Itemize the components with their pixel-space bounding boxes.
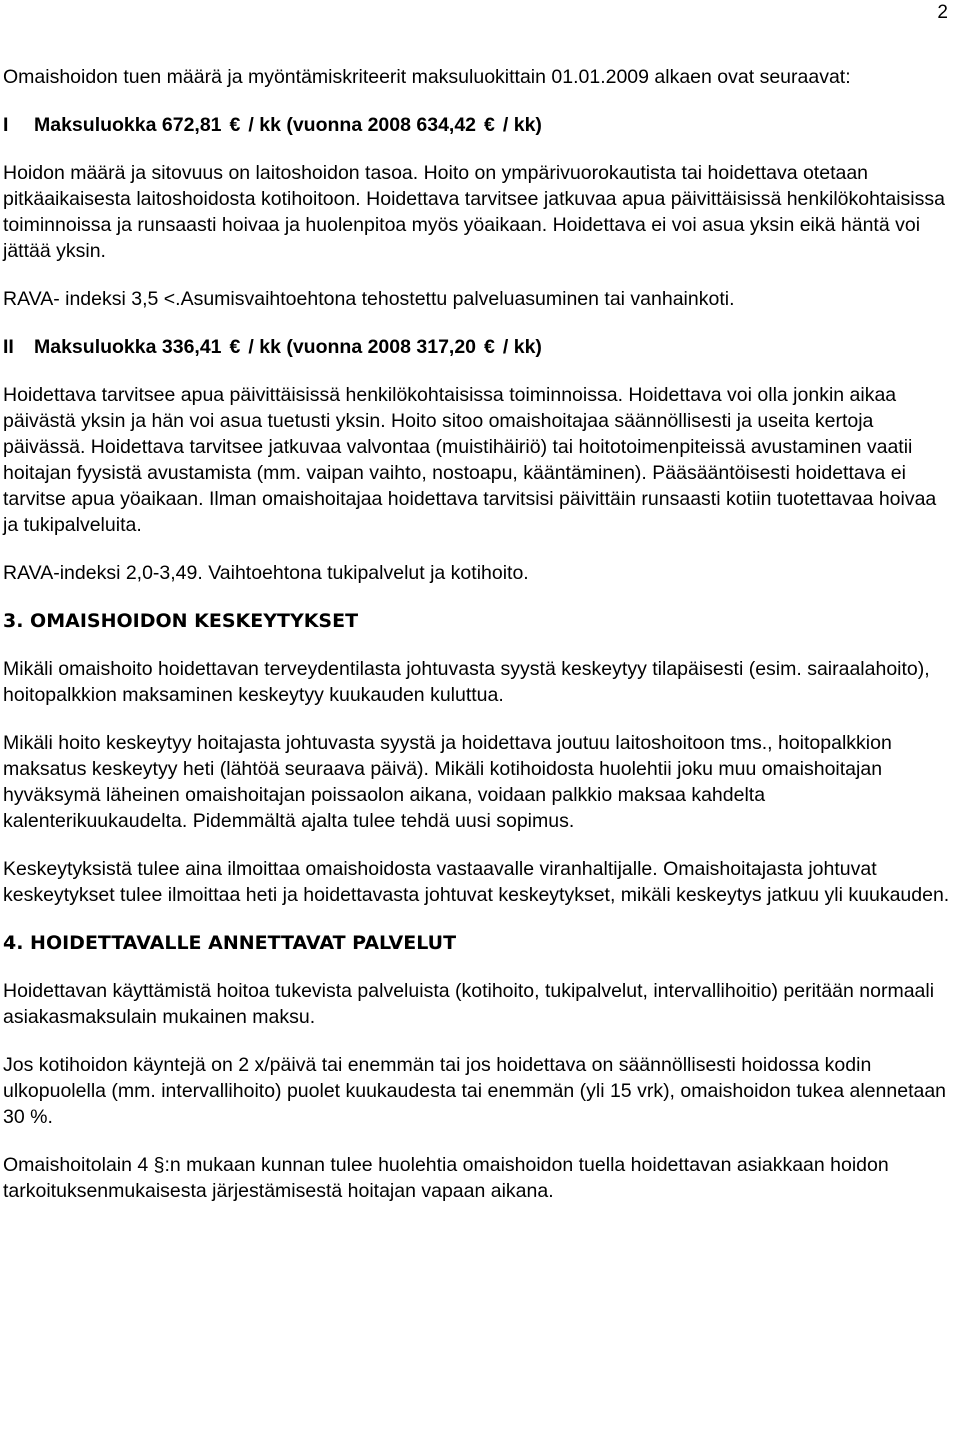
class-2-mid: / kk (vuonna 2008 317,20 (248, 336, 477, 358)
intro-paragraph: Omaishoidon tuen määrä ja myöntämiskriteerit maksuluokittain 01.01.2009 alkaen ovat seuraavat: (3, 66, 851, 88)
euro-icon: € (229, 336, 241, 358)
class-1-label: Maksuluokka 672,81 (34, 114, 222, 136)
class-2-description: Hoidettava tarvitsee apua päivittäisissä henkilökohtaisissa toiminnoissa. Hoidettava voi olla jonkin aikaa päivästä yksin ja hän voi asua tuetusti yksin. Hoito sitoo omaishoitajaa säännöllisesti ja useita kertoja päivässä. Hoidettava tarvitsee jatkuvaa valvontaa (muistihäiriö) tai hoitotoimenpiteissä avustaminen vaatii hoitajan fyysistä avustamista (mm. vaipan vaihto, nostoapu, kääntäminen). Pääsääntöisesti hoidettava ei tarvitse apua yöaikaan. Ilman omaishoitajaa hoidettava tarvitsisi päivittäin runsaasti kotiin tuotettavaa hoivaa ja tukipalveluita. (3, 384, 937, 536)
class-1-mid: / kk (vuonna 2008 634,42 (248, 114, 477, 136)
class-2-rava: RAVA-indeksi 2,0-3,49. Vaihtoehtona tukipalvelut ja kotihoito. (3, 562, 529, 584)
euro-icon: € (484, 114, 495, 136)
section-3-heading: 3. OMAISHOIDON KESKEYTYKSET (3, 610, 359, 632)
class-2-roman: II (3, 336, 14, 358)
section-4-paragraph: Jos kotihoidon käyntejä on 2 x/päivä tai enemmän tai jos hoidettava on säännöllisesti hoidossa kodin ulkopuolella (mm. intervallihoito) puolet kuukaudesta tai enemmän (yli 15 vrk), omaishoidon tukea alennetaan 30 %. (3, 1054, 947, 1128)
euro-icon: € (229, 114, 241, 136)
section-4-heading: 4. HOIDETTAVALLE ANNETTAVAT PALVELUT (3, 932, 457, 954)
section-3-paragraph: Mikäli omaishoito hoidettavan terveydentilasta johtuvasta syystä keskeytyy tilapäisesti (esim. sairaalahoito), hoitopalkkion maksaminen keskeytyy kuukauden kuluttua. (3, 658, 930, 706)
section-4-paragraph: Omaishoitolain 4 §:n mukaan kunnan tulee huolehtia omaishoidon tuella hoidettavan asiakkaan hoidon tarkoituksenmukaisesta järjestämisestä hoitajan vapaan aikana. (3, 1154, 889, 1202)
section-4-paragraph: Hoidettavan käyttämistä hoitoa tukevista palveluista (kotihoito, tukipalvelut, intervallihoitio) peritään normaali asiakasmaksulain mukainen maksu. (3, 980, 935, 1028)
class-2-label: Maksuluokka 336,41 (34, 336, 222, 358)
class-1-description: Hoidon määrä ja sitovuus on laitoshoidon tasoa. Hoito on ympärivuorokautista tai hoidettava otetaan pitkäaikaisesta laitoshoidosta kotihoitoon. Hoidettava tarvitsee jatkuvaa apua päivittäisissä henkilökohtaisissa toiminnoissa ja runsaasti hoivaa ja huolenpitoa myös yöaikaan. Hoidettava ei voi asua yksin eikä häntä voi jättää yksin. (3, 162, 945, 262)
class-1-rava: RAVA- indeksi 3,5 <.Asumisvaihtoehtona tehostettu palveluasuminen tai vanhainkoti. (3, 288, 735, 310)
page-number: 2 (937, 2, 948, 23)
section-3-paragraph: Mikäli hoito keskeytyy hoitajasta johtuvasta syystä ja hoidettava joutuu laitoshoitoon tms., hoitopalkkion maksatus keskeytyy heti (lähtöä seuraava päivä). Mikäli kotihoidosta huolehtii joku muu omaishoitajan hyväksymä läheinen omaishoitajan poissaolon aikana, voidaan palkkio maksaa kahdelta kalenterikuukaudelta. Pidemmältä ajalta tulee tehdä uusi sopimus. (3, 732, 892, 832)
payment-class-1-heading (3, 112, 953, 138)
document-body (3, 64, 953, 1226)
payment-class-2-heading (3, 334, 953, 360)
euro-icon: € (484, 336, 495, 358)
class-2-end: / kk) (502, 336, 542, 358)
class-1-end: / kk) (502, 114, 542, 136)
section-3-paragraph: Keskeytyksistä tulee aina ilmoittaa omaishoidosta vastaavalle viranhaltijalle. Omaishoitajasta johtuvat keskeytykset tulee ilmoittaa heti ja hoidettavasta johtuvat keskeytykset, mikäli keskeytys jatkuu yli kuukauden. (3, 858, 950, 906)
class-1-roman: I (3, 114, 9, 136)
